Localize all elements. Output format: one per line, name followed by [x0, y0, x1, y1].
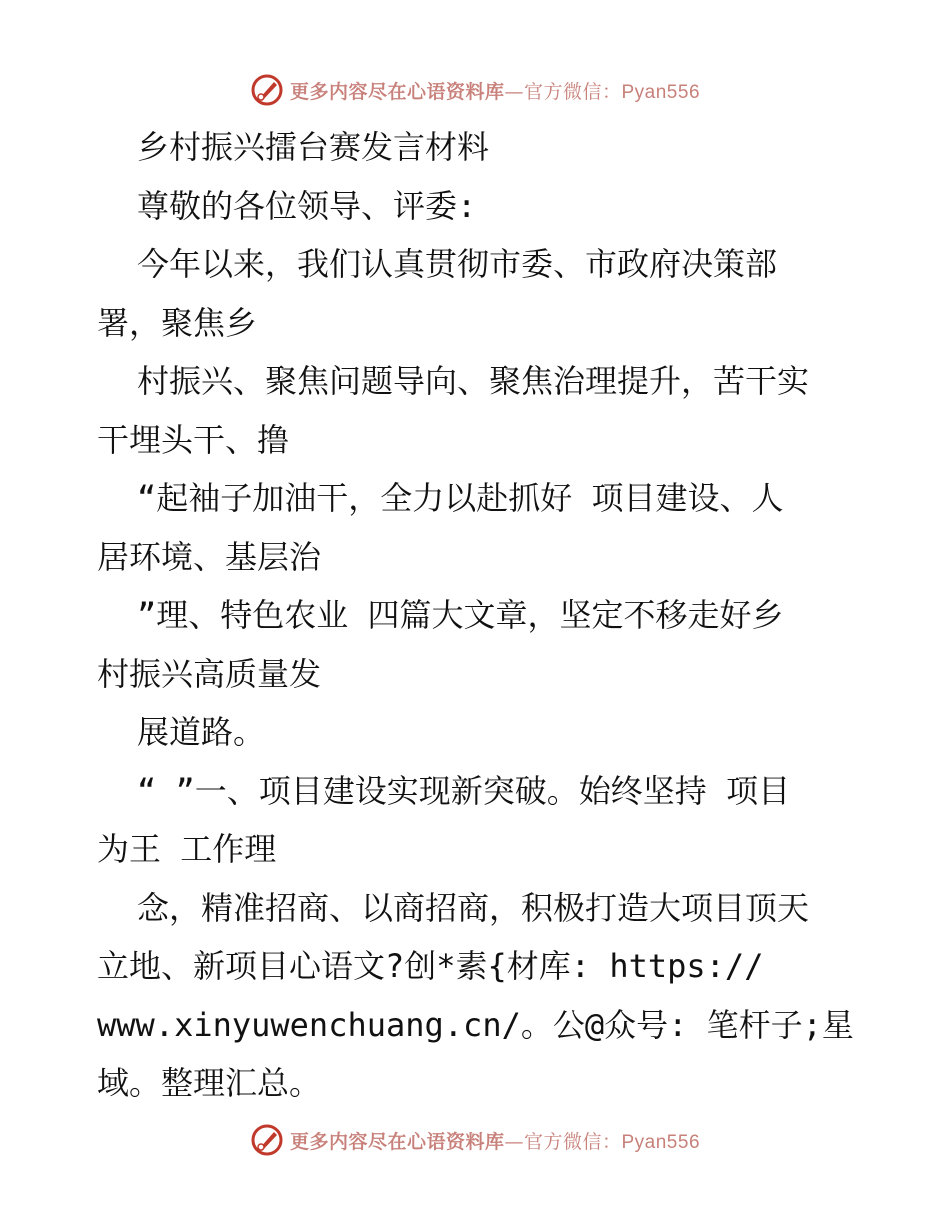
banner-suffix: 官方微信： [523, 1130, 622, 1153]
document-body [97, 118, 857, 1113]
text-line: 立地、新项目心语文?创*素{材库: https:// [97, 947, 764, 985]
pen-logo-icon [250, 73, 284, 107]
text-line: “ ”一、项目建设实现新突破。始终坚持 项目 [137, 771, 791, 810]
text-line: 为王 工作理 [97, 830, 277, 868]
text-line: 念，精准招商、以商招商，积极打造大项目顶天 [137, 888, 810, 927]
banner-dash: — [504, 80, 524, 103]
text-line: 干埋头干、撸 [97, 420, 290, 459]
text-line: “起袖子加油干，全力以赴抓好 项目建设、人 [137, 479, 784, 517]
text-line: 域。整理汇总。 [97, 1064, 322, 1102]
banner-brand: 更多内容尽在心语资料库 [289, 1130, 505, 1153]
banner-dash: — [504, 1130, 524, 1153]
pen-logo-icon [250, 1123, 284, 1157]
banner-handle: Pyan556 [621, 1131, 701, 1153]
banner-text [290, 1127, 700, 1154]
banner-text [290, 77, 700, 104]
document-title: 乡村振兴擂台赛发言材料 [137, 128, 490, 166]
header-banner [0, 70, 950, 110]
text-line: ”理、特色农业 四篇大文章，坚定不移走好乡 [137, 596, 784, 634]
text-line: 今年以来，我们认真贯彻市委、市政府决策部 [137, 245, 778, 283]
text-line: 村振兴高质量发 [97, 654, 322, 693]
banner-suffix: 官方微信： [523, 80, 622, 103]
text-line: 居环境、基层治 [97, 537, 322, 576]
text-line: www.xinyuwenchuang.cn/。公@众号: 笔杆子;星 [97, 1005, 854, 1044]
banner-brand: 更多内容尽在心语资料库 [289, 80, 505, 103]
footer-banner [0, 1120, 950, 1160]
text-line: 尊敬的各位领导、评委: [137, 186, 477, 225]
banner-handle: Pyan556 [621, 81, 701, 103]
text-line: 村振兴、聚焦问题导向、聚焦治理提升，苦干实 [137, 362, 810, 400]
text-line: 署，聚焦乡 [97, 303, 258, 342]
text-line: 展道路。 [137, 713, 266, 751]
